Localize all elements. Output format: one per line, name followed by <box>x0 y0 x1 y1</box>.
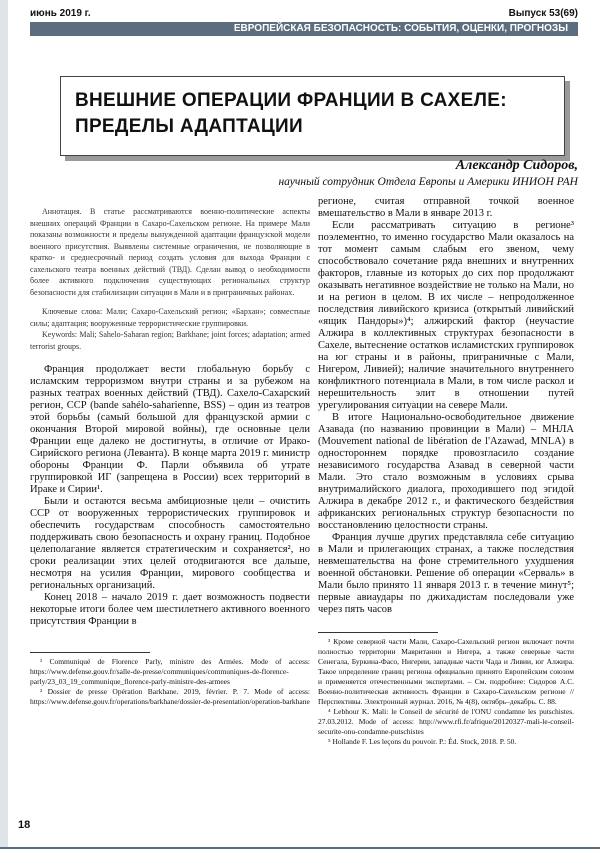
footnote: ⁵ Hollande F. Les leçons du pouvoir. P.: Éd. Stock, 2018. P. 50. <box>328 737 517 746</box>
running-header <box>30 6 578 22</box>
footnote: ⁴ Lebhour K. Mali: le Conseil de sécurité de l'ONU condamne les putschistes. 27.03.2012. Mode of access: http://www.rfi.fr/afrique/20120327-mali-le-conseil-securite-onu-condamne-putschistes <box>318 707 574 736</box>
left-margin-bar <box>0 0 8 849</box>
paragraph: Если рассматривать ситуацию в регионе³ поэлементно, то именно государство Мали оказалось на тот момент самым слабым его звеном, чему способствовало сочетание ряда внешних и внутренних факторов, главные из которых до сих пор продолжают оказывать негативное воздействие не только на Мали, но и на регион в целом. В их числе – непродолженное последствия ливийского кризиса (открытый ливийский «ящик Пандоры»)⁴; алжирский фактор (неучастие Алжира в коллективных структурах безопасности в Сахеле, вытеснение остатков исламистских группировок на юг страны и в районы, приграничные с Мали, Нигером, Ливией); наличие значительного внутреннего конфликтного потенциала в Мали, в том числе раскол и нерешительность элит в отношении путей урегулирования ситуации на севере Мали. <box>318 220 574 411</box>
right-body <box>318 196 574 616</box>
page-number: 18 <box>18 819 31 831</box>
paragraph: Франция продолжает вести глобальную борьбу с исламским терроризмом внутри страны и за рубежом на разных театрах военных действий (ТВД). Сахело-Сахарский регион, ССР (bande sahélo-saharienne, BSS) – один из театров этой борьбы (самый большой для французской армии с окончания Второй мировой войны), где основные цели Франции еще далеко не достигнуты, в отличие от Ирако-Сирийского региона (Леванта). В конце марта 2019 г. министр обороны Франции Ф. Парли объявила об утрате группировкой ИГ (запрещена в России) всех территорий в Ираке и Сирии¹. <box>30 364 310 495</box>
article-title: ВНЕШНИЕ ОПЕРАЦИИ ФРАНЦИИ В САХЕЛЕ: ПРЕДЕЛЫ АДАПТАЦИИ <box>75 90 507 137</box>
right-column <box>318 196 574 747</box>
left-column <box>30 200 310 707</box>
author-name: Александр Сидоров, <box>455 158 578 173</box>
footnote: ¹ Communiqué de Florence Parly, ministre des Armées. Mode of access: https://www.defense.gouv.fr/salle-de-presse/communiques/communiques-de-florence-parly/23_03_19_communique_florence-parly-ministre-des-armees <box>30 657 310 686</box>
footnote: ² Dossier de presse Opération Barkhane. 2019, février. P. 7. Mode of access: https://www.defense.gouv.fr/operations/barkhane/dossier-de-presentation/operation-barkhane <box>30 687 310 706</box>
paragraph: Франция лучше других представляла себе ситуацию в Мали и прилегающих странах, а также последствия невмешательства на фоне стремительного ухудшения военной обстановки. Решение об операции «Серваль» в Мали было принято 11 января 2013 г. в течение минут⁵; первые авиаудары по джихадистам последовали уже через пять часов <box>318 532 574 615</box>
section-rubric: ЕВРОПЕЙСКАЯ БЕЗОПАСНОСТЬ: СОБЫТИЯ, ОЦЕНКИ, ПРОГНОЗЫ <box>30 22 578 36</box>
keywords-en: Keywords: Mali; Sahelo-Saharan region; Barkhane; joint forces; adaptation; armed terrorist groups. <box>30 330 310 351</box>
paragraph: Были и остаются весьма амбициозные цели – очистить ССР от вооруженных террористических группировок и обеспечить государствам способность самостоятельно поддерживать свою безопасность и охрану границ. Подобное целеполагание является стратегическим и сохраняется², но сроки реализации этих целей отодвигаются все дальше, несмотря на усилия Франции, мирового сообщества и региональных организаций. <box>30 496 310 591</box>
footnote-rule <box>318 632 438 633</box>
footnote: ³ Кроме северной части Мали, Сахаро-Сахельский регион включает почти полностью территории Мавритании и Нигера, а также северные части Сенегала, Буркина-Фасо, Нигерии, западные части Чада и Ливии, юг Алжира. Такое определение границ региона официально принято Европейским союзом и применяется отечественными экспертами. – См. подробнее: Сидоров А.С. Военно-политическая активность Франции в Сахаро-Сахельском регионе // Перспективы. Электронный журнал. 2016, № 4(8), октябрь–декабрь. С. 88. <box>318 637 574 706</box>
issue-date: июнь 2019 г. <box>30 8 91 19</box>
paragraph: Конец 2018 – начало 2019 г. дает возможность подвести некоторые итоги более чем шестилетнего активного военного присутствия Франции в <box>30 592 310 627</box>
paragraph: регионе, считая отправной точкой военное вмешательство в Мали в январе 2013 г. <box>318 196 574 219</box>
abstract: Аннотация. В статье рассматриваются военно-политические аспекты внешних операций Франции в Сахаро-Сахельском регионе. На примере Мали показаны возможности и пределы вынужденной адаптации французской модели военного присутствия. Выявлены системные ограничения, не позволяющие в кратко- и среднесрочный период создать условия для выхода Франции с сахельского театра военных действий (ТВД). Сделан вывод о необходимости более активного подключения существующих региональных структур безопасности для стабилизации ситуации в Мали и в приграничных районах. <box>30 207 310 297</box>
title-box <box>60 76 565 156</box>
issue-number: Выпуск 53(69) <box>508 8 578 19</box>
keywords-ru: Ключевые слова: Мали; Сахаро-Сахельский регион; «Бархан»; совместные силы; адаптация; вооруженные террористические группировки. <box>30 307 310 328</box>
footnote-rule <box>30 652 150 653</box>
left-body <box>30 364 310 628</box>
author-affiliation: научный сотрудник Отдела Европы и Америки ИНИОН РАН <box>278 176 578 188</box>
paragraph: В итоге Национально-освободительное движение Азавада (по названию провинции в Мали) – МНЛА (Mouvement national de libération de l'Azawad, MNLA) в одностороннем порядке провозгласило создание независимого государства Азавад в северной части Мали. Это стало возможным в условиях срыва внутрималийского диалога, проходившего под эгидой Алжира в декабре 2012 г., и фактического бездействия африканских региональных структур безопасности по восстановлению целостности страны. <box>318 412 574 531</box>
